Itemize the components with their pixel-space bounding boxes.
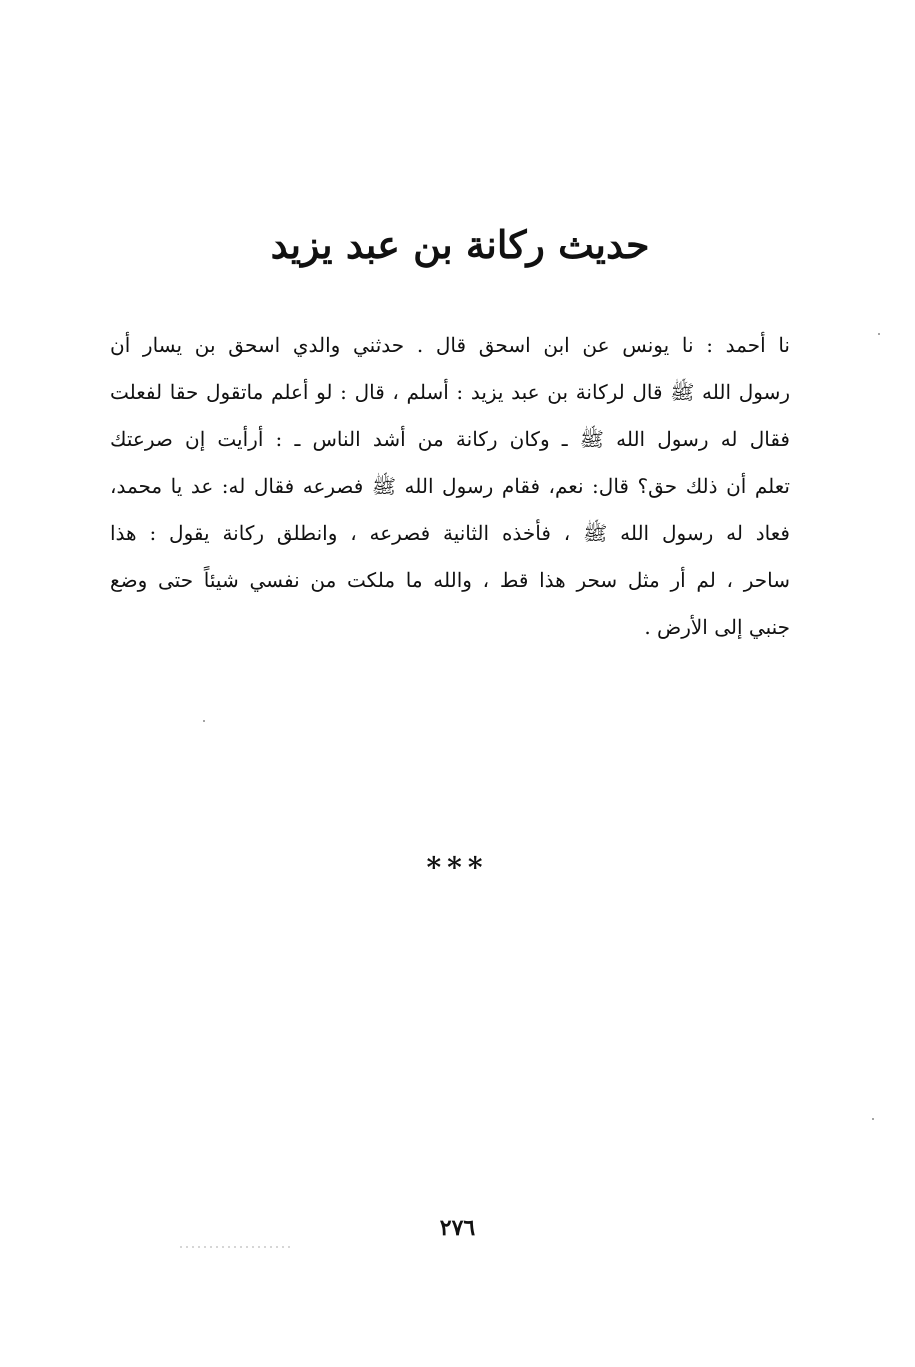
- page-title: حديث ركانة بن عبد يزيد: [270, 222, 650, 267]
- text-line-7: جنبي إلى الأرض .: [644, 615, 790, 639]
- text-line-5: فعاد له رسول الله ﷺ ، فأخذه الثانية فصرعه ، وانطلق ركانة يقول : هذا: [110, 521, 790, 545]
- scan-speck: [878, 333, 880, 335]
- scan-speck: [872, 1118, 874, 1120]
- text-line-6: ساحر ، لم أر مثل سحر هذا قط ، والله ما ملكت من نفسي شيئاً حتى وضع: [110, 568, 790, 592]
- page-number: ٢٧٦: [439, 1215, 476, 1241]
- scan-noise: [180, 1246, 290, 1248]
- text-line-1: نا أحمد : نا يونس عن ابن اسحق قال . حدثني والدي اسحق بن يسار أن: [110, 333, 790, 357]
- text-line-2: رسول الله ﷺ قال لركانة بن عبد يزيد : أسلم ، قال : لو أعلم ماتقول حقا لفعلت: [110, 380, 790, 404]
- hadith-text: [110, 322, 790, 651]
- section-separator: ***: [426, 851, 489, 884]
- scan-speck: [203, 720, 205, 722]
- text-line-3: فقال له رسول الله ﷺ ـ وكان ركانة من أشد الناس ـ : أرأيت إن صرعتك: [110, 427, 790, 451]
- text-line-4: تعلم أن ذلك حق؟ قال: نعم، فقام رسول الله ﷺ فصرعه فقال له: عد يا محمد،: [110, 474, 790, 498]
